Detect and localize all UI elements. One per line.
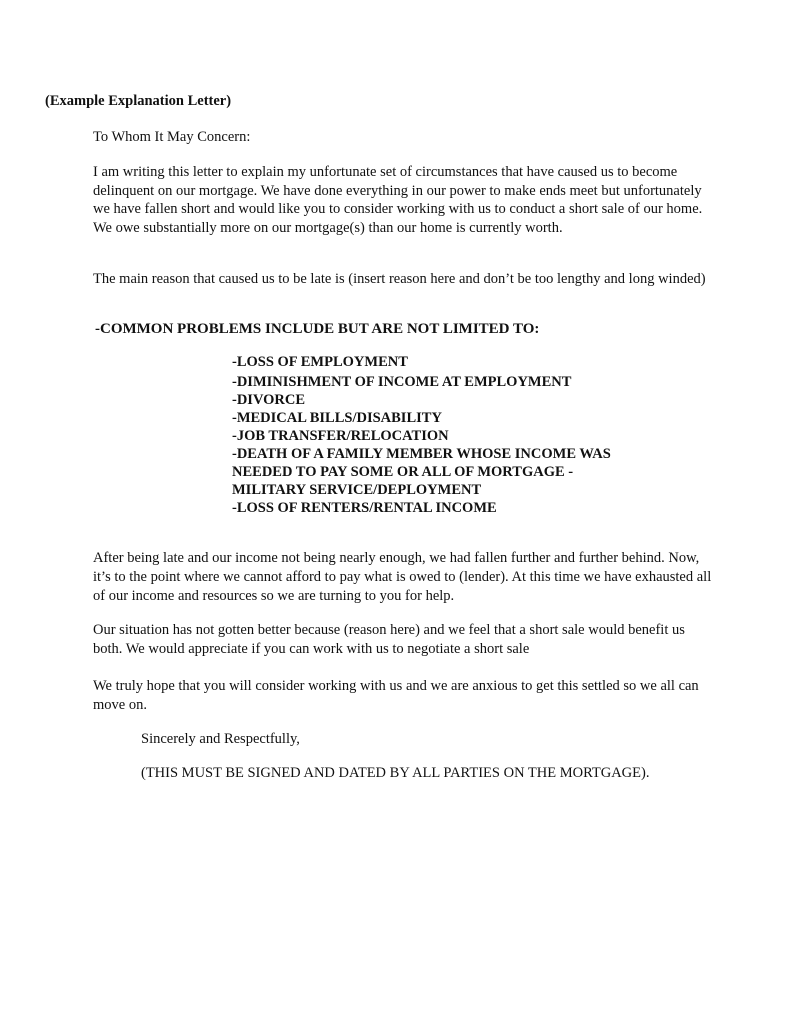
closing-line: Sincerely and Respectfully, [141, 731, 300, 747]
signature-note: (THIS MUST BE SIGNED AND DATED BY ALL PARTIES ON THE MORTGAGE). [141, 765, 650, 781]
list-item: -DIVORCE [232, 392, 306, 408]
list-item: -LOSS OF EMPLOYMENT [232, 354, 408, 370]
salutation: To Whom It May Concern: [93, 129, 251, 145]
list-item: NEEDED TO PAY SOME OR ALL OF MORTGAGE - [232, 464, 574, 480]
common-problems-heading: -COMMON PROBLEMS INCLUDE BUT ARE NOT LIMITED TO: [95, 321, 540, 337]
letter-title: (Example Explanation Letter) [45, 93, 232, 109]
list-item: -LOSS OF RENTERS/RENTAL INCOME [232, 500, 497, 516]
paragraph-intro: I am writing this letter to explain my unfortunate set of circumstances that have caused us to become delinquent on our mortgage. We have done everything in our power to make ends meet but unfortunately we have fallen short and would like you to consider working with us to conduct a short sale of our home. We owe substantially more on our mortgage(s) than our home is currently worth. [93, 164, 703, 236]
paragraph-hope: We truly hope that you will consider working with us and we are anxious to get this settled so we all can move on. [93, 678, 699, 713]
list-item: -DEATH OF A FAMILY MEMBER WHOSE INCOME WAS [232, 446, 611, 462]
list-item: -DIMINISHMENT OF INCOME AT EMPLOYMENT [232, 374, 572, 390]
paragraph-behind: After being late and our income not being nearly enough, we had fallen further and further behind. Now, it’s to the point where we cannot afford to pay what is owed to (lender). At this time we have exhausted all of our income and resources so we are turning to you for help. [93, 550, 712, 604]
paragraph-reason: The main reason that caused us to be late is (insert reason here and don’t be too lengthy and long winded) [93, 271, 706, 287]
list-item: -JOB TRANSFER/RELOCATION [232, 428, 449, 444]
list-item: MILITARY SERVICE/DEPLOYMENT [232, 482, 482, 498]
paragraph-situation: Our situation has not gotten better because (reason here) and we feel that a short sale would benefit us both. We would appreciate if you can work with us to negotiate a short sale [93, 622, 685, 657]
common-problems-list [232, 353, 611, 517]
list-item: -MEDICAL BILLS/DISABILITY [232, 410, 442, 426]
